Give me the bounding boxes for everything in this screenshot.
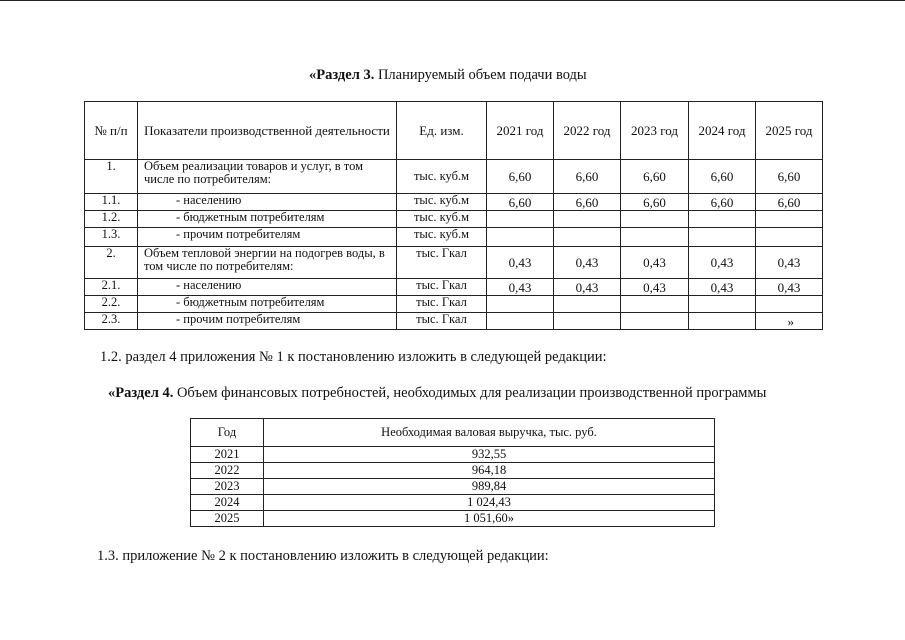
row-revenue: 1 051,60»: [264, 511, 715, 527]
row-revenue: 1 024,43: [264, 495, 715, 511]
row-value: 6,60: [487, 194, 554, 211]
header-year: 2023 год: [621, 102, 689, 160]
row-value: [689, 296, 756, 313]
row-unit: тыс. куб.м: [397, 194, 487, 211]
row-value: [487, 211, 554, 228]
row-value: [621, 313, 689, 330]
section-4-heading: [108, 385, 766, 401]
row-value: 0,43: [756, 279, 823, 296]
section-4-title: Объем финансовых потребностей, необходимых для реализации производственной программы: [176, 385, 767, 401]
row-value: 0,43: [621, 247, 689, 279]
row-unit: тыс. куб.м: [397, 228, 487, 247]
row-value: 0,43: [487, 247, 554, 279]
header-year: 2022 год: [554, 102, 621, 160]
header-revenue: Необходимая валовая выручка, тыс. руб.: [264, 419, 715, 447]
row-value: 0,43: [689, 247, 756, 279]
row-value: [621, 211, 689, 228]
row-num: 2.3.: [85, 313, 138, 330]
row-name: Объем тепловой энергии на подогрев воды, в том числе по потребителям:: [138, 247, 397, 279]
paragraph-1-2: 1.2. раздел 4 приложения № 1 к постановлению изложить в следующей редакции:: [100, 349, 607, 365]
row-value: [756, 296, 823, 313]
table-row: [191, 479, 715, 495]
row-unit: тыс. Гкал: [397, 247, 487, 279]
page-top-edge: [0, 0, 905, 1]
water-supply-table: [84, 101, 823, 330]
section-3-title: Планируемый объем подачи воды: [377, 67, 587, 83]
row-num: 2.1.: [85, 279, 138, 296]
row-year: 2022: [191, 463, 264, 479]
row-revenue: 932,55: [264, 447, 715, 463]
row-value: 6,60: [621, 194, 689, 211]
row-year: 2025: [191, 511, 264, 527]
row-value: [689, 228, 756, 247]
table-row: [85, 279, 823, 296]
row-name: - населению: [138, 194, 397, 211]
row-value: 0,43: [689, 279, 756, 296]
row-value: 6,60: [487, 160, 554, 194]
header-num: № п/п: [85, 102, 138, 160]
row-value: 0,43: [756, 247, 823, 279]
table-row: [191, 463, 715, 479]
row-num: 2.: [85, 247, 138, 279]
table-row: [85, 194, 823, 211]
row-value: »: [756, 313, 823, 330]
row-value: [689, 313, 756, 330]
row-unit: тыс. Гкал: [397, 313, 487, 330]
row-year: 2023: [191, 479, 264, 495]
row-value: [621, 228, 689, 247]
row-value: [756, 211, 823, 228]
row-name: - бюджетным потребителям: [138, 296, 397, 313]
header-year: 2024 год: [689, 102, 756, 160]
header-unit: Ед. изм.: [397, 102, 487, 160]
row-value: [554, 211, 621, 228]
row-value: 0,43: [487, 279, 554, 296]
table-header-row: [85, 102, 823, 160]
row-num: 1.2.: [85, 211, 138, 228]
section-3-heading: [309, 67, 587, 83]
table-row: [85, 296, 823, 313]
table-row: [85, 211, 823, 228]
row-unit: тыс. куб.м: [397, 160, 487, 194]
table-row: [85, 247, 823, 279]
row-unit: тыс. Гкал: [397, 296, 487, 313]
table-row: [191, 447, 715, 463]
row-value: 6,60: [689, 160, 756, 194]
row-year: 2021: [191, 447, 264, 463]
row-value: 0,43: [621, 279, 689, 296]
row-value: [554, 296, 621, 313]
row-name: - бюджетным потребителям: [138, 211, 397, 228]
table-row: [85, 228, 823, 247]
row-num: 1.1.: [85, 194, 138, 211]
row-value: [554, 228, 621, 247]
section-4-prefix: «Раздел 4.: [108, 385, 174, 401]
row-value: [487, 228, 554, 247]
row-value: [487, 313, 554, 330]
row-unit: тыс. куб.м: [397, 211, 487, 228]
row-value: 6,60: [756, 194, 823, 211]
row-value: 0,43: [554, 247, 621, 279]
row-num: 1.3.: [85, 228, 138, 247]
table-header-row: [191, 419, 715, 447]
row-num: 2.2.: [85, 296, 138, 313]
revenue-table: [190, 418, 715, 527]
row-value: 6,60: [621, 160, 689, 194]
row-revenue: 964,18: [264, 463, 715, 479]
table-row: [191, 511, 715, 527]
header-indicator: Показатели производственной деятельности: [138, 102, 397, 160]
section-3-prefix: «Раздел 3.: [309, 67, 375, 83]
row-name: - прочим потребителям: [138, 313, 397, 330]
row-name: - прочим потребителям: [138, 228, 397, 247]
header-year: 2021 год: [487, 102, 554, 160]
row-value: 6,60: [756, 160, 823, 194]
row-unit: тыс. Гкал: [397, 279, 487, 296]
row-value: [554, 313, 621, 330]
table-row: [85, 160, 823, 194]
row-value: [487, 296, 554, 313]
row-value: [756, 228, 823, 247]
row-value: 6,60: [554, 194, 621, 211]
table-row: [85, 313, 823, 330]
row-value: 6,60: [554, 160, 621, 194]
row-value: 6,60: [689, 194, 756, 211]
table-row: [191, 495, 715, 511]
header-year: Год: [191, 419, 264, 447]
row-num: 1.: [85, 160, 138, 194]
row-value: [689, 211, 756, 228]
row-value: [621, 296, 689, 313]
header-year: 2025 год: [756, 102, 823, 160]
paragraph-1-3: 1.3. приложение № 2 к постановлению изложить в следующей редакции:: [97, 548, 549, 564]
row-name: - населению: [138, 279, 397, 296]
row-year: 2024: [191, 495, 264, 511]
row-revenue: 989,84: [264, 479, 715, 495]
row-value: 0,43: [554, 279, 621, 296]
row-name: Объем реализации товаров и услуг, в том числе по потребителям:: [138, 160, 397, 194]
